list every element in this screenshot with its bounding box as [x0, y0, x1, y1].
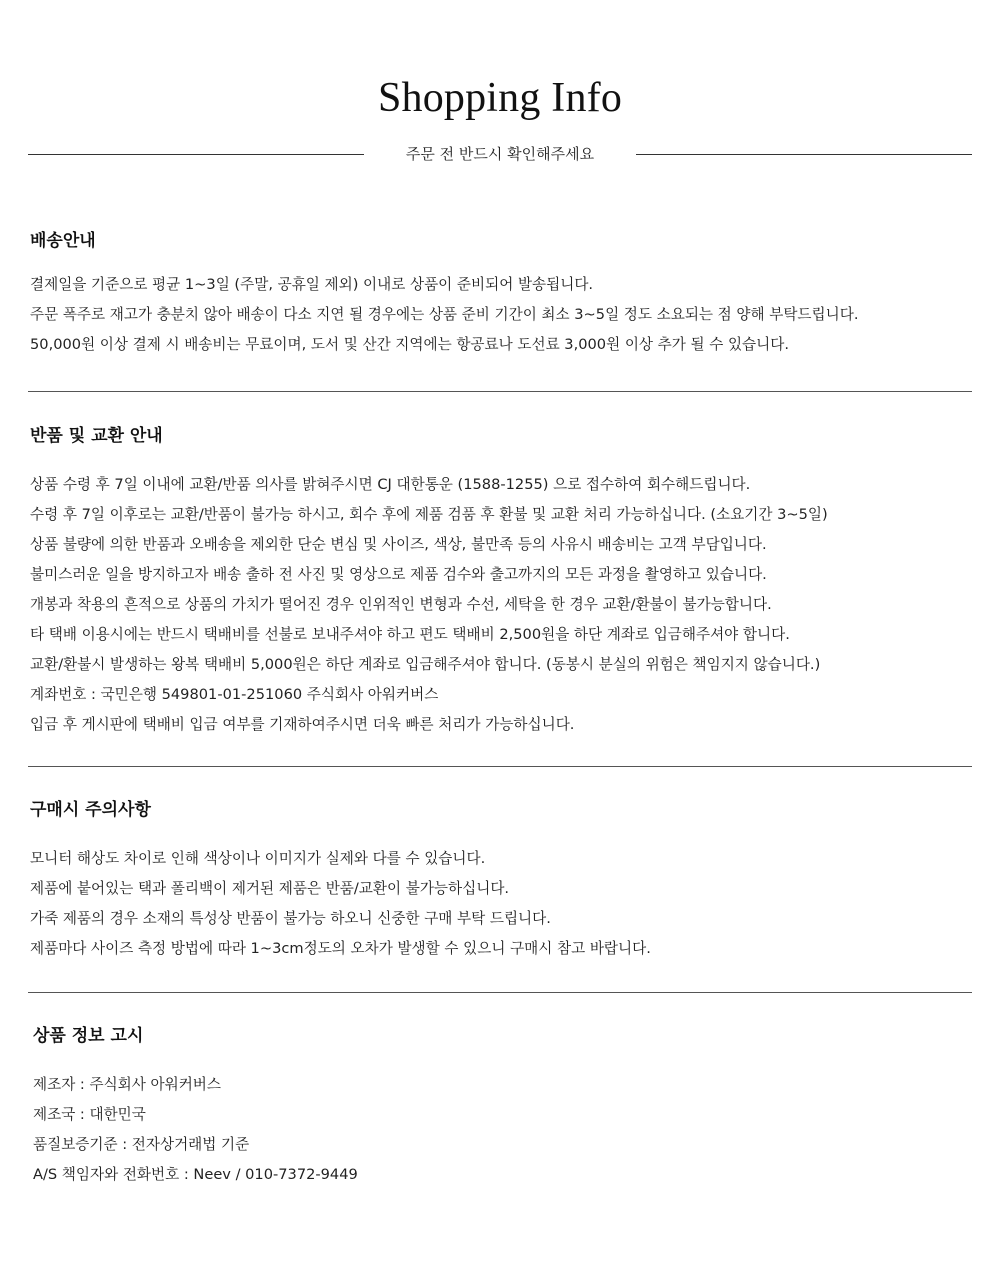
section-lines-product-info — [33, 1070, 977, 1190]
subtitle-row — [28, 142, 972, 166]
info-line: 타 택배 이용시에는 반드시 택배비를 선불로 보내주셔야 하고 편도 택배비 2,500원을 하단 계좌로 입금해주셔야 합니다. — [30, 626, 790, 643]
info-line: 모니터 해상도 차이로 인해 색상이나 이미지가 실제와 다를 수 있습니다. — [30, 850, 486, 867]
info-line: 50,000원 이상 결제 시 배송비는 무료이며, 도서 및 산간 지역에는 항공료나 도선료 3,000원 이상 추가 될 수 있습니다. — [30, 336, 789, 353]
info-line: 주문 폭주로 재고가 충분치 않아 배송이 다소 지연 될 경우에는 상품 준비 기간이 최소 3~5일 정도 소요되는 점 양해 부탁드립니다. — [30, 306, 859, 323]
section-lines-returns — [30, 470, 974, 740]
as-contact-line: A/S 책임자와 전화번호 : Neev / 010-7372-9449 — [33, 1166, 358, 1183]
info-line: 입금 후 게시판에 택배비 입금 여부를 기재하여주시면 더욱 빠른 처리가 가능하십니다. — [30, 716, 575, 733]
info-line: 가죽 제품의 경우 소재의 특성상 반품이 불가능 하오니 신중한 구매 부탁 드립니다. — [30, 910, 551, 927]
section-purchase-notes — [30, 797, 974, 964]
info-line: 결제일을 기준으로 평균 1~3일 (주말, 공휴일 제외) 이내로 상품이 준비되어 발송됩니다. — [30, 276, 594, 293]
section-heading-product-info: 상품 정보 고시 — [33, 1026, 144, 1046]
country-line: 제조국 : 대한민국 — [33, 1106, 146, 1123]
info-line: 불미스러운 일을 방지하고자 배송 출하 전 사진 및 영상으로 제품 검수와 출고까지의 모든 과정을 촬영하고 있습니다. — [30, 566, 767, 583]
subtitle: 주문 전 반드시 확인해주세요 — [405, 145, 595, 163]
section-shipping — [30, 228, 974, 360]
info-line: 제품마다 사이즈 측정 방법에 따라 1~3cm정도의 오차가 발생할 수 있으니 구매시 참고 바랍니다. — [30, 940, 651, 957]
section-returns — [30, 423, 974, 740]
info-line: 제품에 붙어있는 택과 폴리백이 제거된 제품은 반품/교환이 불가능하십니다. — [30, 880, 510, 897]
info-line: 개봉과 착용의 흔적으로 상품의 가치가 떨어진 경우 인위적인 변형과 수선, 세탁을 한 경우 교환/환불이 불가능합니다. — [30, 596, 772, 613]
section-divider — [28, 766, 972, 767]
section-divider — [28, 992, 972, 993]
section-lines-purchase-notes — [30, 844, 974, 964]
section-heading-returns: 반품 및 교환 안내 — [30, 426, 163, 446]
info-line: 교환/환불시 발생하는 왕복 택배비 5,000원은 하단 계좌로 입금해주셔야 합니다. (동봉시 분실의 위험은 책임지지 않습니다.) — [30, 656, 821, 673]
section-lines-shipping — [30, 270, 974, 360]
section-divider — [28, 391, 972, 392]
info-line: 상품 불량에 의한 반품과 오배송을 제외한 단순 변심 및 사이즈, 색상, 불만족 등의 사유시 배송비는 고객 부담입니다. — [30, 536, 767, 553]
bank-account-line: 계좌번호 : 국민은행 549801-01-251060 주식회사 아워커버스 — [30, 686, 439, 703]
page-title: Shopping Info — [377, 75, 623, 121]
section-product-info — [33, 1023, 977, 1190]
info-line: 수령 후 7일 이후로는 교환/반품이 불가능 하시고, 회수 후에 제품 검품 후 환불 및 교환 처리 가능하십니다. (소요기간 3~5일) — [30, 506, 828, 523]
manufacturer-line: 제조자 : 주식회사 아워커버스 — [33, 1076, 222, 1093]
section-heading-shipping: 배송안내 — [30, 231, 96, 251]
section-heading-purchase-notes: 구매시 주의사항 — [30, 800, 151, 820]
subtitle-divider-right — [636, 154, 972, 155]
info-line: 상품 수령 후 7일 이내에 교환/반품 의사를 밝혀주시면 CJ 대한통운 (1588-1255) 으로 접수하여 회수해드립니다. — [30, 476, 751, 493]
warranty-line: 품질보증기준 : 전자상거래법 기준 — [33, 1136, 250, 1153]
